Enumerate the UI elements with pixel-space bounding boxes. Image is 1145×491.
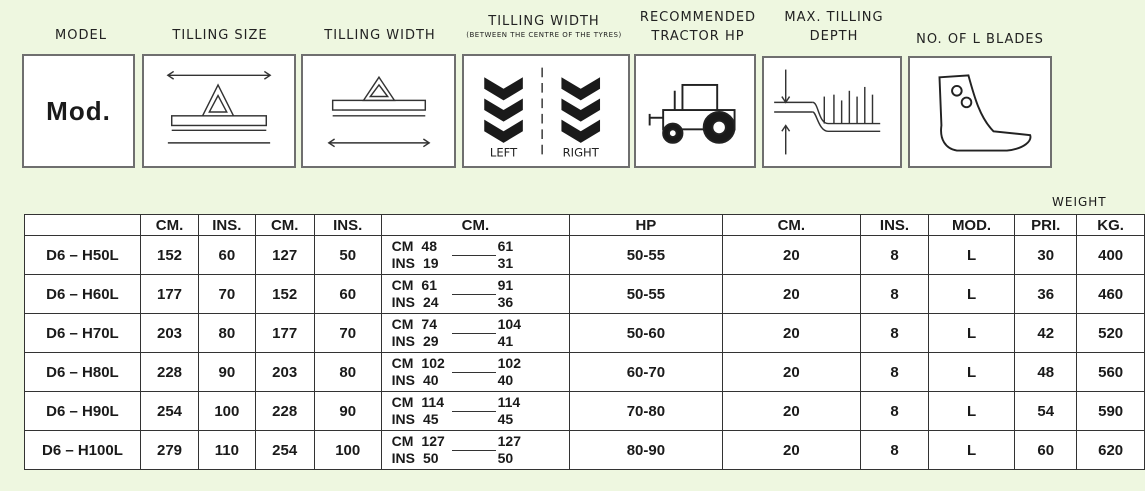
model-cell: D6 – H50L	[25, 236, 141, 275]
column-header: INS.	[199, 215, 255, 236]
tyre-width-ins-min: 45	[422, 411, 439, 427]
model-cell: D6 – H90L	[25, 392, 141, 431]
hp-cell: 50-60	[570, 314, 722, 353]
header-tractor-hp-line1: RECOMMENDED	[639, 10, 757, 25]
tyre-width-ins-line	[392, 333, 457, 349]
model-cell: D6 – H70L	[25, 314, 141, 353]
tyre-width-cm-max: 61	[497, 238, 514, 254]
tractor-icon	[634, 54, 756, 168]
mod-cell: L	[928, 275, 1014, 314]
unit-cm: CM	[391, 355, 414, 371]
tyre-width-cm-min: 74	[421, 316, 437, 332]
column-header: KG.	[1077, 215, 1145, 236]
mod-cell: L	[928, 314, 1014, 353]
tyre-width-cm-max: 104	[497, 316, 521, 332]
width-cm-cell: 254	[255, 431, 314, 470]
size-ins-cell: 90	[199, 353, 255, 392]
tyre-width-cell	[381, 431, 570, 470]
width-ins-cell: 80	[314, 353, 381, 392]
depth-ins-cell: 8	[861, 431, 929, 470]
width-ins-cell: 50	[314, 236, 381, 275]
kg-cell: 400	[1077, 236, 1145, 275]
tyre-width-ins-max: 31	[497, 255, 514, 271]
l-blade-icon	[908, 56, 1052, 168]
tyre-width-cm-min: 127	[421, 433, 445, 449]
header-tractor-hp-line2: TRACTOR HP	[651, 29, 745, 44]
tyre-width-ins-max: 36	[497, 294, 514, 310]
tyre-width-cm-max: 91	[497, 277, 514, 293]
size-ins-cell: 60	[199, 236, 255, 275]
column-header: MOD.	[928, 215, 1014, 236]
column-header	[25, 215, 141, 236]
tyre-width-ins-min: 24	[422, 294, 439, 310]
column-header: PRI.	[1015, 215, 1077, 236]
size-ins-cell: 70	[199, 275, 255, 314]
tilling-depth-icon	[762, 56, 902, 168]
width-ins-cell: 70	[314, 314, 381, 353]
range-line	[452, 255, 496, 256]
depth-ins-cell: 8	[861, 353, 929, 392]
hp-cell: 80-90	[570, 431, 722, 470]
mod-cell: L	[928, 353, 1014, 392]
size-cm-cell: 279	[140, 431, 198, 470]
hp-cell: 50-55	[570, 236, 722, 275]
unit-ins: INS	[391, 450, 415, 466]
range-line	[452, 294, 496, 295]
depth-cm-cell: 20	[722, 431, 861, 470]
width-cm-cell: 203	[255, 353, 314, 392]
column-header: CM.	[381, 215, 570, 236]
tyre-width-cell	[381, 314, 570, 353]
tyre-width-cm-line	[392, 433, 456, 449]
column-header: INS.	[314, 215, 381, 236]
width-ins-cell: 100	[314, 431, 381, 470]
unit-ins: INS	[391, 333, 415, 349]
tyre-width-cm-min: 61	[421, 277, 437, 293]
size-ins-cell: 110	[199, 431, 255, 470]
tyre-width-ins-max: 45	[497, 411, 514, 427]
header-tractor-hp	[632, 8, 764, 46]
tyre-width-cm-max: 102	[497, 355, 521, 371]
tyre-width-ins-max: 50	[497, 450, 514, 466]
tyre-width-cm-line	[392, 355, 456, 371]
tyre-width-ins-line	[392, 450, 457, 466]
model-text: Mod.	[46, 96, 111, 126]
hp-cell: 60-70	[570, 353, 722, 392]
tyre-width-cell	[381, 353, 570, 392]
header-tilling-width-tyres-sub: (BETWEEN THE CENTRE OF THE TYRES)	[466, 31, 622, 39]
table-row	[25, 236, 1145, 275]
width-cm-cell: 152	[255, 275, 314, 314]
range-line	[452, 372, 496, 373]
depth-cm-cell: 20	[722, 353, 861, 392]
tyre-width-ins-min: 40	[422, 372, 439, 388]
kg-cell: 590	[1077, 392, 1145, 431]
size-cm-cell: 228	[140, 353, 198, 392]
table-row	[25, 431, 1145, 470]
model-cell: D6 – H100L	[25, 431, 141, 470]
size-ins-cell: 80	[199, 314, 255, 353]
size-cm-cell: 177	[140, 275, 198, 314]
header-tilling-width: TILLING WIDTH	[324, 28, 436, 43]
depth-ins-cell: 8	[861, 275, 929, 314]
tyre-width-ins-line	[392, 372, 457, 388]
kg-cell: 460	[1077, 275, 1145, 314]
unit-cm: CM	[391, 277, 414, 293]
column-header: CM.	[140, 215, 198, 236]
tyre-width-ins-line	[392, 255, 457, 271]
mod-cell: L	[928, 431, 1014, 470]
tyre-width-ins-line	[392, 294, 457, 310]
size-cm-cell: 254	[140, 392, 198, 431]
tyre-width-ins-line	[392, 411, 457, 427]
width-ins-cell: 90	[314, 392, 381, 431]
unit-cm: CM	[391, 394, 414, 410]
table-row	[25, 275, 1145, 314]
hp-cell: 70-80	[570, 392, 722, 431]
tyre-width-cell	[381, 392, 570, 431]
kg-cell: 620	[1077, 431, 1145, 470]
tyre-tread-icon	[462, 54, 630, 168]
header-tilling-width-tyres-title: TILLING WIDTH	[488, 14, 600, 29]
column-header: INS.	[861, 215, 929, 236]
tilling-size-icon	[142, 54, 296, 168]
unit-cm: CM	[391, 433, 414, 449]
unit-ins: INS	[391, 372, 415, 388]
width-cm-cell: 177	[255, 314, 314, 353]
header-tilling-width-tyres	[455, 12, 633, 40]
tyre-width-ins-max: 41	[497, 333, 514, 349]
size-cm-cell: 203	[140, 314, 198, 353]
tyre-left-label: LEFT	[489, 145, 518, 160]
tyre-width-cm-line	[392, 316, 456, 332]
model-cell: D6 – H80L	[25, 353, 141, 392]
table-body	[25, 236, 1145, 470]
header-max-depth-line2: DEPTH	[809, 29, 859, 44]
width-ins-cell: 60	[314, 275, 381, 314]
kg-cell: 520	[1077, 314, 1145, 353]
unit-cm: CM	[391, 316, 414, 332]
depth-cm-cell: 20	[722, 314, 861, 353]
model-cell: D6 – H60L	[25, 275, 141, 314]
header-tilling-size: TILLING SIZE	[172, 28, 268, 43]
range-line	[452, 450, 496, 451]
size-cm-cell: 152	[140, 236, 198, 275]
header-blades: NO. OF L BLADES	[916, 32, 1044, 47]
tyre-width-cm-max: 114	[497, 394, 521, 410]
header-max-depth	[762, 8, 906, 46]
pri-cell: 60	[1015, 431, 1077, 470]
column-header: CM.	[722, 215, 861, 236]
tyre-width-cell	[381, 275, 570, 314]
width-cm-cell: 228	[255, 392, 314, 431]
unit-ins: INS	[391, 255, 415, 271]
tyre-width-cm-line	[392, 394, 456, 410]
mod-cell: L	[928, 236, 1014, 275]
tyre-width-ins-min: 19	[422, 255, 439, 271]
range-line	[452, 411, 496, 412]
tyre-width-ins-max: 40	[497, 372, 514, 388]
column-header: CM.	[255, 215, 314, 236]
table-row	[25, 353, 1145, 392]
tyre-width-ins-min: 29	[422, 333, 439, 349]
tyre-width-cm-min: 48	[421, 238, 437, 254]
depth-cm-cell: 20	[722, 236, 861, 275]
table-header-row	[25, 215, 1145, 236]
depth-cm-cell: 20	[722, 275, 861, 314]
tyre-width-cm-line	[392, 277, 456, 293]
unit-cm: CM	[391, 238, 414, 254]
depth-ins-cell: 8	[861, 314, 929, 353]
tyre-width-cm-max: 127	[497, 433, 521, 449]
size-ins-cell: 100	[199, 392, 255, 431]
pri-cell: 30	[1015, 236, 1077, 275]
header-model: MODEL	[55, 28, 107, 43]
depth-ins-cell: 8	[861, 392, 929, 431]
tyre-width-cm-line	[392, 238, 456, 254]
weight-label: WEIGHT	[1052, 195, 1107, 209]
tilling-width-icon	[301, 54, 456, 168]
unit-ins: INS	[391, 411, 415, 427]
range-line	[452, 333, 496, 334]
column-header: HP	[570, 215, 722, 236]
tyre-right-label: RIGHT	[562, 145, 599, 160]
depth-ins-cell: 8	[861, 236, 929, 275]
pri-cell: 54	[1015, 392, 1077, 431]
kg-cell: 560	[1077, 353, 1145, 392]
tyre-width-cell	[381, 236, 570, 275]
tyre-width-cm-min: 102	[421, 355, 445, 371]
pri-cell: 36	[1015, 275, 1077, 314]
hp-cell: 50-55	[570, 275, 722, 314]
pri-cell: 48	[1015, 353, 1077, 392]
tyre-width-cm-min: 114	[421, 394, 444, 410]
unit-ins: INS	[391, 294, 415, 310]
spec-table	[24, 214, 1145, 470]
pri-cell: 42	[1015, 314, 1077, 353]
header-max-depth-line1: MAX. TILLING	[784, 10, 884, 25]
table-row	[25, 314, 1145, 353]
tyre-width-ins-min: 50	[422, 450, 439, 466]
width-cm-cell: 127	[255, 236, 314, 275]
depth-cm-cell: 20	[722, 392, 861, 431]
mod-cell: L	[928, 392, 1014, 431]
model-box	[22, 54, 135, 168]
table-row	[25, 392, 1145, 431]
